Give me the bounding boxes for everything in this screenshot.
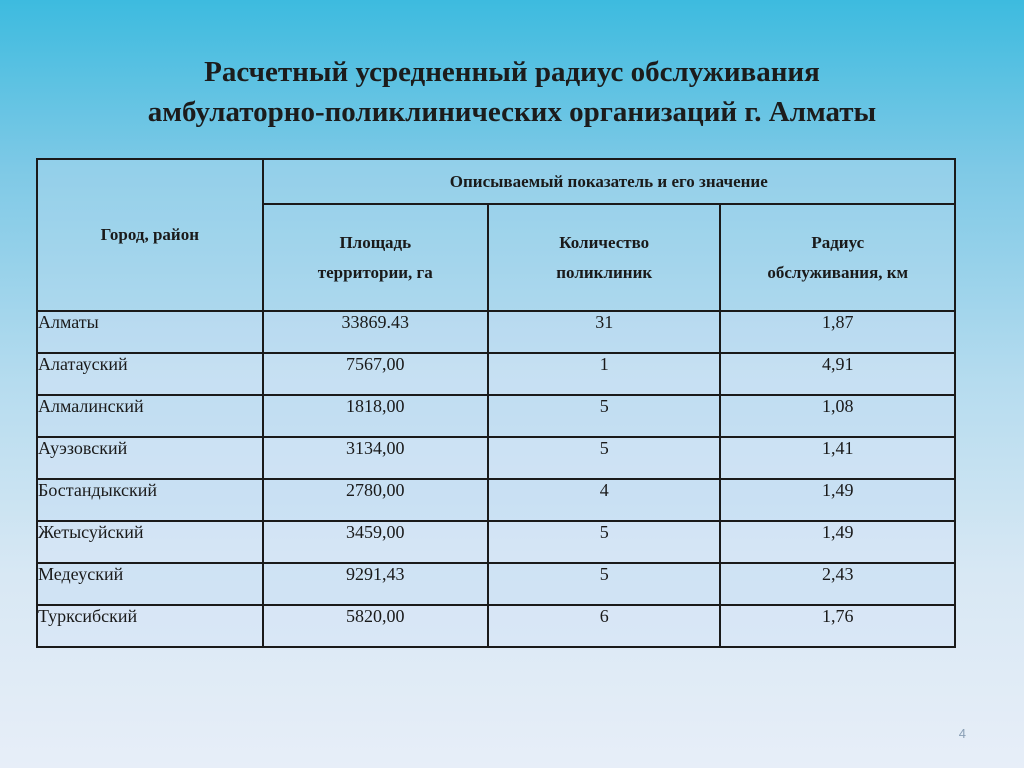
cell-radius: 4,91 [720, 353, 955, 395]
cell-area: 1818,00 [263, 395, 488, 437]
slide-title-line-1: Расчетный усредненный радиус обслуживания [204, 56, 820, 88]
slide-title-line-2: амбулаторно-поликлинических организаций г. Алматы [147, 96, 877, 128]
cell-district: Алмалинский [37, 395, 263, 437]
header-radius-line-2: обслуживания, км [767, 262, 909, 282]
cell-radius: 2,43 [720, 563, 955, 605]
cell-area: 9291,43 [263, 563, 488, 605]
cell-radius: 1,08 [720, 395, 955, 437]
header-count-line-2: поликлиник [556, 262, 653, 282]
table-row [37, 563, 955, 605]
cell-clinic-count: 5 [488, 437, 720, 479]
header-count-line-1: Количество [559, 232, 650, 252]
table-row [37, 605, 955, 647]
cell-radius: 1,76 [720, 605, 955, 647]
header-area [263, 204, 488, 311]
cell-area: 3459,00 [263, 521, 488, 563]
header-city: Город, район [37, 159, 263, 311]
page-number: 4 [958, 726, 966, 741]
cell-clinic-count: 5 [488, 521, 720, 563]
cell-area: 33869.43 [263, 311, 488, 353]
cell-district: Жетысуйский [37, 521, 263, 563]
header-clinic-count [488, 204, 720, 311]
header-area-line-1: Площадь [339, 232, 412, 252]
cell-clinic-count: 1 [488, 353, 720, 395]
table-row [37, 479, 955, 521]
table-row [37, 437, 955, 479]
header-indicator-group: Описываемый показатель и его значение [263, 159, 955, 204]
cell-clinic-count: 5 [488, 563, 720, 605]
header-radius-line-1: Радиус [811, 232, 865, 252]
table-row [37, 311, 955, 353]
cell-area: 3134,00 [263, 437, 488, 479]
cell-area: 5820,00 [263, 605, 488, 647]
clinic-radius-table [36, 158, 956, 648]
table-row [37, 395, 955, 437]
cell-district: Турксибский [37, 605, 263, 647]
cell-radius: 1,49 [720, 521, 955, 563]
table-row [37, 353, 955, 395]
cell-area: 7567,00 [263, 353, 488, 395]
header-area-line-2: территории, га [317, 262, 433, 282]
cell-radius: 1,87 [720, 311, 955, 353]
cell-district: Ауэзовский [37, 437, 263, 479]
cell-district: Алатауский [37, 353, 263, 395]
cell-clinic-count: 6 [488, 605, 720, 647]
cell-clinic-count: 5 [488, 395, 720, 437]
cell-district: Медеуский [37, 563, 263, 605]
cell-district: Бостандыкский [37, 479, 263, 521]
slide-title [40, 52, 984, 132]
header-service-radius [720, 204, 955, 311]
cell-radius: 1,49 [720, 479, 955, 521]
cell-district: Алматы [37, 311, 263, 353]
cell-clinic-count: 4 [488, 479, 720, 521]
table-row [37, 521, 955, 563]
cell-radius: 1,41 [720, 437, 955, 479]
cell-area: 2780,00 [263, 479, 488, 521]
table-header-row [37, 159, 955, 204]
cell-clinic-count: 31 [488, 311, 720, 353]
